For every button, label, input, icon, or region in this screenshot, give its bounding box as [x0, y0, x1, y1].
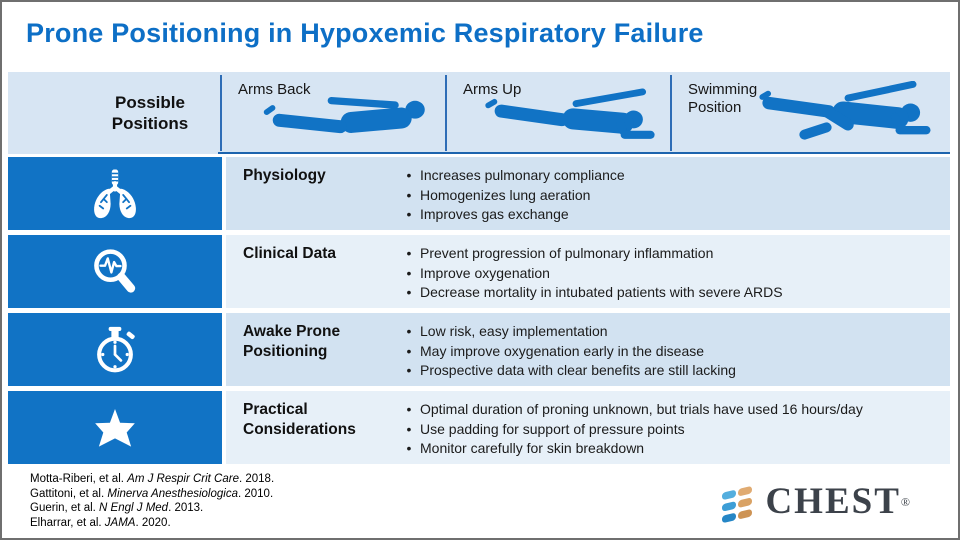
- info-row-physiology: [8, 157, 950, 230]
- info-row-awake-prone: [8, 313, 950, 386]
- stopwatch-icon: [86, 321, 144, 379]
- positions-underline: [218, 152, 950, 154]
- bullet-item: • Improve oxygenation: [406, 264, 550, 281]
- arms-back-label: Arms Back: [238, 81, 311, 98]
- physiology-title: Physiology: [243, 167, 326, 184]
- lungs-icon: [86, 165, 144, 223]
- bullet-item: • Low risk, easy implementation: [406, 323, 608, 339]
- chest-logo-text: CHEST: [765, 481, 901, 522]
- chest-logo: [720, 480, 910, 524]
- chest-logo-mark: [720, 480, 756, 524]
- position-cell-arms-up: [445, 75, 670, 151]
- magnifier-ecg-icon: [86, 243, 144, 301]
- possible-positions-heading: [8, 72, 220, 154]
- citation: Motta-Riberi, et al. Am J Respir Crit Care. 2018.: [30, 473, 275, 485]
- registered-mark: ®: [900, 494, 910, 509]
- possible-positions-heading-line1: Possible: [115, 93, 185, 112]
- info-row-practical: [8, 391, 950, 464]
- possible-positions-row: [8, 72, 950, 154]
- practical-content: [226, 391, 950, 464]
- bullet-item: • Homogenizes lung aeration: [406, 186, 591, 203]
- arms-back-figure: [245, 83, 441, 151]
- practical-title: Practical Considerations: [243, 401, 356, 438]
- arms-up-label: Arms Up: [463, 81, 522, 98]
- bullet-item: • Increases pulmonary compliance: [406, 167, 625, 183]
- clinical-data-content: [226, 235, 950, 308]
- physiology-content: [226, 157, 950, 230]
- awake-prone-bullets: [398, 322, 950, 386]
- star-icon: [86, 399, 144, 457]
- bullet-item: • Monitor carefully for skin breakdown: [406, 440, 645, 456]
- awake-prone-content: [226, 313, 950, 386]
- clinical-data-title: Clinical Data: [243, 245, 337, 262]
- citations: [30, 472, 274, 530]
- bullet-item: • Optimal duration of proning unknown, but trials have used 16 hours/day: [406, 401, 863, 417]
- position-cell-arms-back: [220, 75, 445, 151]
- bullet-item: • Prospective data with clear benefits are still lacking: [406, 362, 736, 378]
- clinical-data-bullets: [398, 244, 950, 308]
- clinical-data-icon-cell: [8, 235, 222, 308]
- physiology-icon-cell: [8, 157, 222, 230]
- bullet-item: • Decrease mortality in intubated patients with severe ARDS: [406, 284, 783, 300]
- bullet-item: • May improve oxygenation early in the disease: [406, 342, 705, 359]
- citation: Gattitoni, et al. Minerva Anesthesiologica. 2010.: [30, 487, 274, 500]
- info-row-clinical-data: [8, 235, 950, 308]
- awake-prone-icon-cell: [8, 313, 222, 386]
- bullet-item: • Use padding for support of pressure points: [406, 420, 685, 437]
- awake-prone-title: Awake Prone Positioning: [243, 323, 341, 360]
- page-title: Prone Positioning in Hypoxemic Respiratory Failure: [26, 18, 704, 48]
- possible-positions-heading-line2: Positions: [111, 114, 189, 133]
- swimming-position-figure: [740, 81, 946, 151]
- bullet-item: • Prevent progression of pulmonary inflammation: [406, 245, 714, 261]
- citation: Elharrar, et al. JAMA. 2020.: [30, 516, 171, 529]
- practical-bullets: [398, 400, 950, 464]
- arms-up-figure: [470, 83, 666, 151]
- position-cell-swimming: [670, 75, 950, 151]
- physiology-bullets: [398, 166, 950, 230]
- bullet-item: • Improves gas exchange: [406, 206, 569, 222]
- swimming-position-label: Swimming Position: [688, 81, 758, 116]
- citation: Guerin, et al. N Engl J Med. 2013.: [30, 502, 204, 514]
- practical-icon-cell: [8, 391, 222, 464]
